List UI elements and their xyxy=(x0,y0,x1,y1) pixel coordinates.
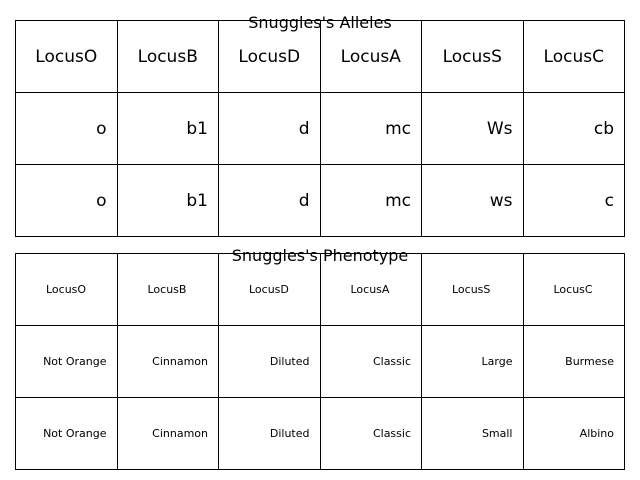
alleles-cell: o xyxy=(16,93,118,165)
phenotype-table-title: Snuggles's Phenotype xyxy=(231,246,409,265)
alleles-cell: b1 xyxy=(117,165,219,237)
phenotype-header-cell: LocusA xyxy=(320,254,422,326)
phenotype-header-cell: LocusB xyxy=(117,254,219,326)
alleles-row xyxy=(16,93,625,165)
alleles-header-cell: LocusS xyxy=(422,21,524,93)
phenotype-cell: Classic xyxy=(320,326,422,398)
alleles-cell: ws xyxy=(422,165,524,237)
alleles-table xyxy=(15,20,625,237)
alleles-header-cell: LocusB xyxy=(117,21,219,93)
phenotype-cell: Not Orange xyxy=(16,398,118,470)
phenotype-cell: Burmese xyxy=(523,326,625,398)
phenotype-row xyxy=(16,398,625,470)
phenotype-header-cell: LocusS xyxy=(422,254,524,326)
phenotype-header-cell: LocusD xyxy=(219,254,321,326)
alleles-cell: d xyxy=(219,93,321,165)
alleles-cell: c xyxy=(523,165,625,237)
phenotype-cell: Albino xyxy=(523,398,625,470)
phenotype-table xyxy=(15,253,625,470)
alleles-cell: mc xyxy=(320,165,422,237)
phenotype-row xyxy=(16,326,625,398)
phenotype-cell: Cinnamon xyxy=(117,326,219,398)
alleles-cell: b1 xyxy=(117,93,219,165)
phenotype-cell: Classic xyxy=(320,398,422,470)
phenotype-header-cell: LocusC xyxy=(523,254,625,326)
phenotype-header-cell: LocusO xyxy=(16,254,118,326)
phenotype-cell: Not Orange xyxy=(16,326,118,398)
alleles-header-cell: LocusO xyxy=(16,21,118,93)
alleles-header-cell: LocusD xyxy=(219,21,321,93)
alleles-header-cell: LocusA xyxy=(320,21,422,93)
phenotype-cell: Large xyxy=(422,326,524,398)
alleles-cell: Ws xyxy=(422,93,524,165)
alleles-header-cell: LocusC xyxy=(523,21,625,93)
alleles-row xyxy=(16,165,625,237)
alleles-cell: o xyxy=(16,165,118,237)
alleles-cell: d xyxy=(219,165,321,237)
phenotype-cell: Small xyxy=(422,398,524,470)
phenotype-cell: Diluted xyxy=(219,326,321,398)
phenotype-cell: Diluted xyxy=(219,398,321,470)
alleles-table-title: Snuggles's Alleles xyxy=(248,13,392,32)
alleles-cell: mc xyxy=(320,93,422,165)
alleles-cell: cb xyxy=(523,93,625,165)
phenotype-cell: Cinnamon xyxy=(117,398,219,470)
